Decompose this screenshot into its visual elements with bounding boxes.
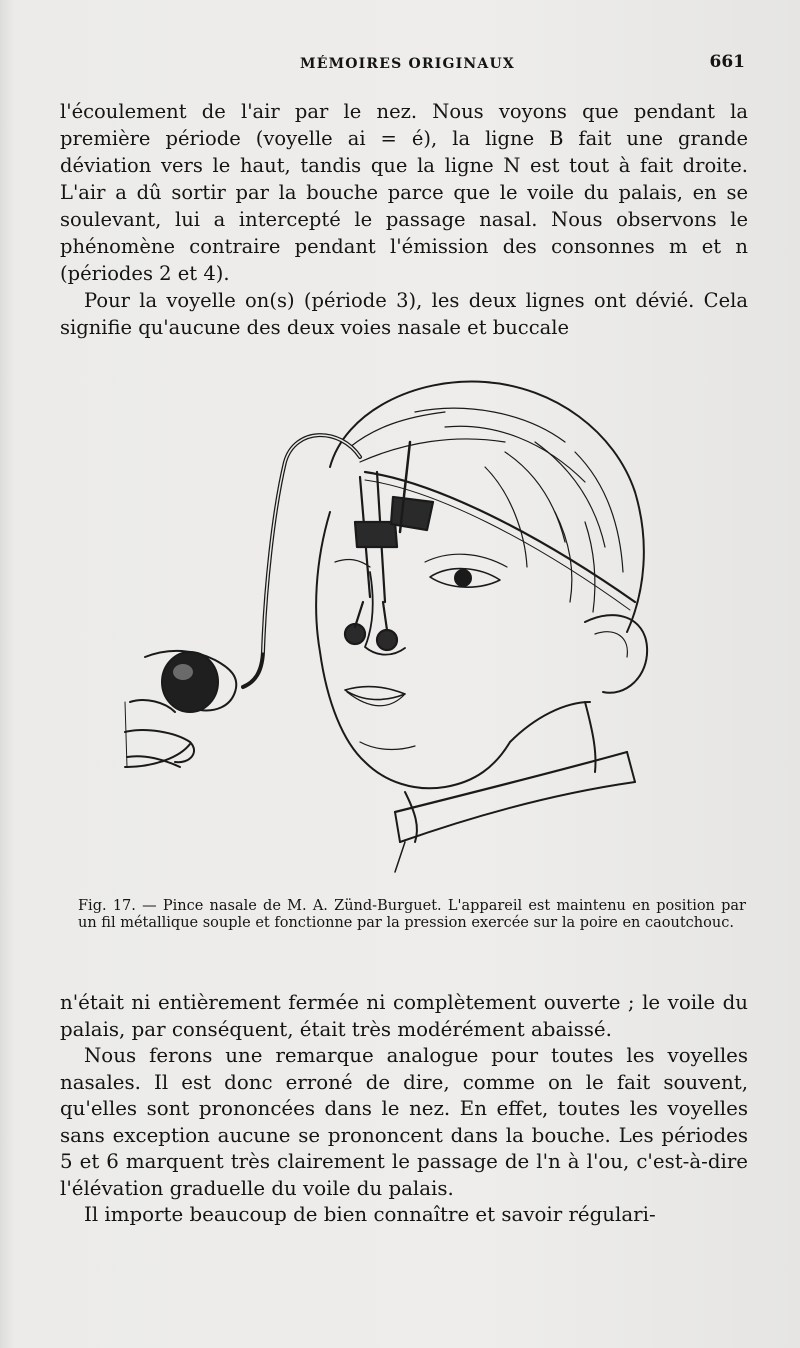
paragraph: Nous ferons une remarque analogue pour toutes les voyelles nasales. Il est donc erroné de dire, comme on le fait souvent, qu'elles sont prononcées dans le nez. En effet, toutes les voyelles sans exception aucune se prononcent dans la bouche. Les périodes 5 et 6 marquent très clairement le passage de l'n à l'ou, c'est-à-dire l'élévation graduelle du voile du palais. bbox=[60, 1044, 748, 1200]
paragraph: l'écoulement de l'air par le nez. Nous voyons que pendant la première période (voyelle ai = é), la ligne B fait une grande déviation vers le haut, tandis que la ligne N est tout à fait droite. L'air a dû sortir par la bouche parce que le voile du palais, en se soulevant, lui a intercepté le passage nasal. Nous observons le phénomène contraire pendant l'émission des consonnes m et n (périodes 2 et 4). bbox=[60, 100, 748, 285]
rubber-tube bbox=[243, 435, 360, 687]
collar bbox=[395, 752, 627, 812]
page-number: 661 bbox=[709, 52, 745, 72]
bottom-text-block bbox=[60, 990, 748, 1229]
running-title: MÉMOIRES ORIGINAUX bbox=[300, 56, 515, 72]
paragraph: Il importe beaucoup de bien connaître et savoir régulari- bbox=[84, 1203, 656, 1226]
page-header bbox=[60, 52, 745, 76]
top-text-block bbox=[60, 98, 748, 341]
paragraph: n'était ni entièrement fermée ni complètement ouverte ; le voile du palais, par conséquent, était très modérément abaissé. bbox=[60, 991, 748, 1041]
hair-outline bbox=[330, 382, 644, 632]
paragraph: Pour la voyelle on(s) (période 3), les deux lignes ont dévié. Cela signifie qu'aucune des deux voies nasale et buccale bbox=[60, 289, 748, 339]
ear bbox=[585, 615, 647, 693]
figure-illustration bbox=[115, 372, 675, 877]
nasal-clamp-engraving bbox=[115, 372, 675, 877]
neck bbox=[405, 792, 417, 842]
nasal-clamp-device bbox=[345, 442, 433, 650]
rubber-bulb bbox=[162, 652, 218, 712]
figure-caption: Fig. 17. — Pince nasale de M. A. Zünd-Burguet. L'appareil est maintenu en position par un fil métallique souple et fonctionne par la pression exercée sur la poire en caoutchouc. bbox=[78, 898, 746, 931]
